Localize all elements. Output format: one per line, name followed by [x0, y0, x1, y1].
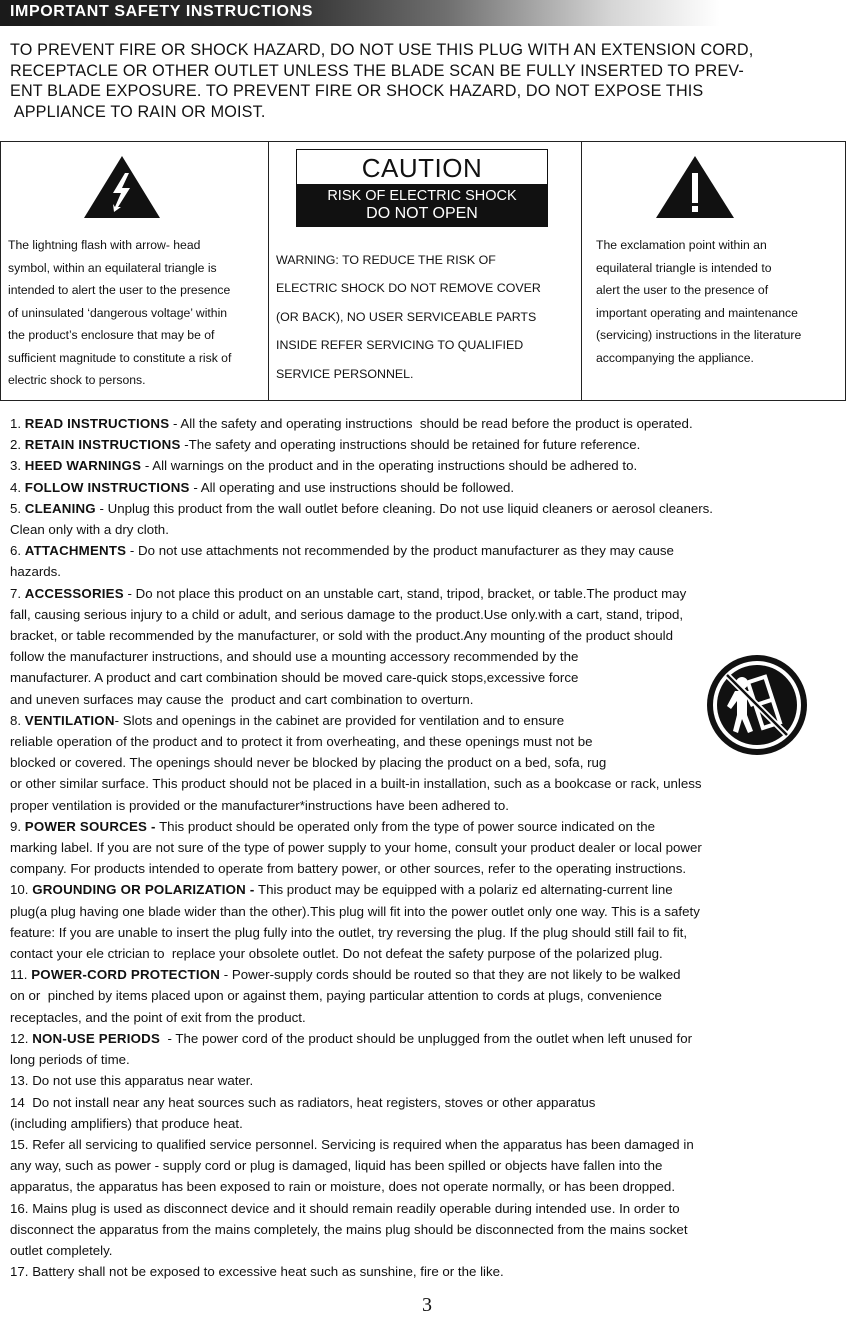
instruction-line — [10, 1198, 854, 1219]
instruction-keyword: CLEANING — [24, 500, 96, 516]
instruction-line — [10, 901, 854, 922]
instruction-line — [10, 583, 854, 604]
instruction-text: - Do not use attachments not recommended by the product manufacturer as they may cause — [126, 543, 674, 559]
instruction-line — [10, 413, 854, 434]
instruction-number: 11. — [10, 967, 32, 983]
instruction-keyword: GROUNDING OR POLARIZATION - — [32, 882, 255, 898]
instruction-text: on or pinched by items placed upon or against them, paying particular attention to cords at plugs, convenience — [10, 988, 662, 1004]
instruction-text: bracket, or table recommended by the manufacturer, or sold with the product.Any mounting of the product should — [10, 628, 674, 644]
hazard-warning-line: ENT BLADE EXPOSURE. TO PREVENT FIRE OR SHOCK HAZARD, DO NOT EXPOSE THIS — [10, 82, 704, 100]
lightning-symbol-text: The lightning flash with arrow- head symbol, within an equilateral triangle is intended to alert the user to the presence of uninsulated ‘dangerous voltage’ within the product’s enclosure that may be of sufficient magnitude to constitute a risk of electric shock to persons. — [8, 238, 232, 387]
instruction-line — [10, 1092, 854, 1113]
instruction-line — [10, 1240, 854, 1261]
header-title: IMPORTANT SAFETY INSTRUCTIONS — [10, 3, 314, 20]
instruction-text: Refer all servicing to qualified service personnel. Servicing is required when the apparatus has been damaged in — [32, 1136, 694, 1152]
instruction-line — [10, 477, 854, 498]
header-bar — [0, 0, 720, 26]
caution-cell — [269, 142, 582, 400]
instruction-item — [10, 1134, 854, 1198]
instruction-line — [10, 689, 700, 710]
instruction-text: - Unplug this product from the wall outlet before cleaning. Do not use liquid cleaners or aerosol cleaners. — [95, 500, 714, 516]
instruction-text: (including amplifiers) that produce heat. — [10, 1115, 243, 1131]
instruction-text: contact your ele ctrician to replace your obsolete outlet. Do not defeat the safety purpose of the polarized plug. — [10, 946, 663, 962]
hazard-warning — [10, 40, 840, 122]
instruction-keyword: ATTACHMENTS — [24, 543, 127, 559]
caution-do-not-open-text: DO NOT OPEN — [366, 205, 478, 222]
instruction-number: 12. — [10, 1030, 33, 1046]
instruction-text: - All warnings on the product and in the operating instructions should be adhered to. — [141, 458, 638, 474]
hazard-warning-line: APPLIANCE TO RAIN OR MOIST. — [10, 102, 266, 121]
instruction-keyword: ACCESSORIES — [24, 585, 124, 601]
instruction-item — [10, 1092, 854, 1134]
hazard-warning-line: TO PREVENT FIRE OR SHOCK HAZARD, DO NOT USE THIS PLUG WITH AN EXTENSION CORD, — [10, 41, 754, 59]
instruction-text: Do not use this apparatus near water. — [32, 1073, 254, 1089]
instruction-line — [10, 710, 700, 731]
instruction-line — [10, 519, 854, 540]
caution-band — [297, 184, 547, 226]
instruction-text: - The power cord of the product should be unplugged from the outlet when left unused for — [160, 1030, 693, 1046]
instruction-number: 2. — [10, 437, 25, 453]
instruction-text: long periods of time. — [10, 1052, 130, 1068]
instruction-line — [10, 816, 854, 837]
instruction-line — [10, 773, 854, 794]
instruction-text: This product should be operated only from the type of power source indicated on the — [155, 818, 656, 834]
instruction-text: Clean only with a dry cloth. — [10, 522, 169, 538]
instruction-number: 10. — [10, 882, 33, 898]
instruction-item — [10, 413, 854, 434]
instruction-text: or other similar surface. This product should not be placed in a built-in installation, such as a bookcase or rack, unless — [10, 776, 702, 792]
instruction-number: 6. — [10, 543, 25, 559]
instruction-text: reliable operation of the product and to protect it from overheating, and these openings must not be — [10, 734, 593, 750]
instruction-line — [10, 1007, 854, 1028]
instruction-line — [10, 625, 854, 646]
hazard-warning-line: RECEPTACLE OR OTHER OUTLET UNLESS THE BLADE SCAN BE FULLY INSERTED TO PREV- — [10, 61, 744, 80]
instruction-number: 16. — [10, 1200, 33, 1216]
instruction-text: Do not install near any heat sources such as radiators, heat registers, stoves or other apparatus — [32, 1094, 596, 1110]
instruction-number: 9. — [10, 818, 25, 834]
instruction-line — [10, 1219, 854, 1240]
instruction-text: - Power-supply cords should be routed so that they are not likely to be walked — [220, 967, 681, 983]
instruction-keyword: HEED WARNINGS — [24, 458, 142, 474]
instruction-number: 4. — [10, 479, 25, 495]
caution-risk-text: RISK OF ELECTRIC SHOCK — [327, 188, 517, 204]
caution-title: CAUTION — [361, 153, 483, 183]
instruction-item — [10, 1028, 854, 1070]
instruction-number: 8. — [10, 712, 25, 728]
instruction-item — [10, 540, 854, 582]
instruction-line — [10, 455, 854, 476]
instruction-line — [10, 1261, 854, 1282]
instruction-text: follow the manufacturer instructions, and should use a mounting accessory recommended by the — [10, 649, 579, 665]
instruction-line — [10, 752, 700, 773]
instruction-text: marking label. If you are not sure of the type of power supply to your home, consult your product dealer or local power — [10, 840, 702, 856]
instruction-text: manufacturer. A product and cart combination should be moved care-quick stops,excessive force — [10, 670, 579, 686]
instruction-text: disconnect the apparatus from the mains completely, the mains plug should be disconnected from the mains socket — [10, 1221, 688, 1237]
instruction-line — [10, 1134, 854, 1155]
instruction-number: 1. — [10, 416, 25, 431]
instruction-line — [10, 922, 854, 943]
instruction-line — [10, 1113, 854, 1134]
instruction-keyword: VENTILATION — [24, 712, 115, 728]
exclamation-symbol-cell — [582, 142, 845, 400]
instruction-line — [10, 985, 854, 1006]
instruction-number: 13. — [10, 1073, 33, 1089]
instruction-text: and uneven surfaces may cause the product and cart combination to overturn. — [10, 691, 474, 707]
instruction-item — [10, 455, 854, 476]
instruction-text: Mains plug is used as disconnect device and it should remain readily operable during intended use. In order to — [32, 1200, 680, 1216]
instruction-text: This product may be equipped with a polariz ed alternating-current line — [254, 882, 673, 898]
instruction-line — [10, 1070, 854, 1091]
caution-label — [296, 149, 548, 227]
instruction-text: proper ventilation is provided or the manufacturer*instructions have been adhered to. — [10, 797, 509, 813]
instruction-text: -The safety and operating instructions should be retained for future reference. — [180, 437, 641, 453]
instruction-line — [10, 1176, 854, 1197]
instruction-item — [10, 1070, 854, 1091]
instruction-text: hazards. — [10, 564, 61, 580]
cart-tipover-warning-icon — [705, 653, 809, 757]
instruction-number: 14 — [10, 1094, 33, 1110]
instruction-item — [10, 816, 854, 880]
instruction-text: blocked or covered. The openings should never be blocked by placing the product on a bed, sofa, rug — [10, 755, 607, 771]
instruction-line — [10, 964, 854, 985]
instruction-text: fall, causing serious injury to a child or adult, and serious damage to the product.Use only.with a cart, stand, tripod, — [10, 606, 684, 622]
instruction-line — [10, 731, 700, 752]
instruction-line — [10, 1049, 854, 1070]
instruction-text: - Do not place this product on an unstable cart, stand, tripod, bracket, or table.The product may — [123, 585, 687, 601]
instruction-line — [10, 561, 854, 582]
instruction-text: plug(a plug having one blade wider than the other).This plug will fit into the power outlet only one way. This is a safety — [10, 903, 700, 919]
safety-symbol-table — [0, 141, 846, 401]
instruction-text: - Slots and openings in the cabinet are provided for ventilation and to ensure — [114, 712, 565, 728]
instruction-line — [10, 667, 700, 688]
instruction-keyword: POWER SOURCES - — [24, 818, 156, 834]
instruction-text: any way, such as power - supply cord or plug is damaged, liquid has been spilled or objects have fallen into the — [10, 1158, 663, 1174]
instruction-keyword: RETAIN INSTRUCTIONS — [24, 437, 181, 453]
instruction-number: 5. — [10, 500, 25, 516]
instruction-line — [10, 943, 854, 964]
instruction-keyword: READ INSTRUCTIONS — [24, 416, 170, 431]
instruction-item — [10, 498, 854, 540]
instruction-line — [10, 434, 854, 455]
exclamation-triangle-icon — [655, 155, 735, 219]
instruction-line — [10, 795, 854, 816]
page-number: 3 — [422, 1294, 432, 1316]
instruction-line — [10, 858, 854, 879]
instruction-line — [10, 1155, 854, 1176]
exclamation-symbol-text: The exclamation point within an equilateral triangle is intended to alert the user to the presence of important operating and maintenance (servicing) instructions in the literature accompanying the appliance. — [596, 238, 802, 365]
instruction-number: 17. — [10, 1264, 33, 1280]
instruction-text: - All operating and use instructions should be followed. — [189, 479, 515, 495]
lightning-symbol-cell — [1, 142, 269, 400]
instruction-item — [10, 477, 854, 498]
instruction-keyword: NON-USE PERIODS — [32, 1030, 161, 1046]
instruction-item — [10, 434, 854, 455]
instruction-number: 3. — [10, 458, 25, 474]
lightning-triangle-icon — [83, 155, 161, 219]
instruction-text: outlet completely. — [10, 1242, 113, 1258]
instruction-keyword: FOLLOW INSTRUCTIONS — [24, 479, 190, 495]
instruction-line — [10, 879, 854, 900]
instruction-text: Battery shall not be exposed to excessive heat such as sunshine, fire or the like. — [32, 1264, 504, 1280]
instruction-text: apparatus, the apparatus has been exposed to rain or moisture, does not operate normally, or has been dropped. — [10, 1179, 676, 1195]
safety-instructions-list — [10, 413, 854, 1282]
instruction-item — [10, 1198, 854, 1262]
instruction-line — [10, 1028, 854, 1049]
instruction-item — [10, 1261, 854, 1282]
instruction-text: receptacles, and the point of exit from the product. — [10, 1009, 306, 1025]
instruction-line — [10, 604, 854, 625]
instruction-text: feature: If you are unable to insert the plug fully into the outlet, try reversing the plug. If the plug should still fail to fit, — [10, 924, 688, 940]
instruction-line — [10, 837, 854, 858]
instruction-line — [10, 646, 700, 667]
caution-warning-text: WARNING: TO REDUCE THE RISK OF ELECTRIC SHOCK DO NOT REMOVE COVER (OR BACK), NO USER SERVICEABLE PARTS INSIDE REFER SERVICING TO QUALIFIED SERVICE PERSONNEL. — [276, 253, 541, 381]
instruction-number: 7. — [10, 585, 25, 601]
instruction-number: 15. — [10, 1136, 33, 1152]
instruction-item — [10, 964, 854, 1028]
instruction-text: - All the safety and operating instructions should be read before the product is operated. — [169, 416, 693, 431]
instruction-keyword: POWER-CORD PROTECTION — [31, 967, 221, 983]
instruction-item — [10, 879, 854, 964]
instruction-line — [10, 540, 854, 561]
instruction-line — [10, 498, 854, 519]
instruction-text: company. For products intended to operate from battery power, or other sources, refer to the operating instructions. — [10, 861, 687, 877]
